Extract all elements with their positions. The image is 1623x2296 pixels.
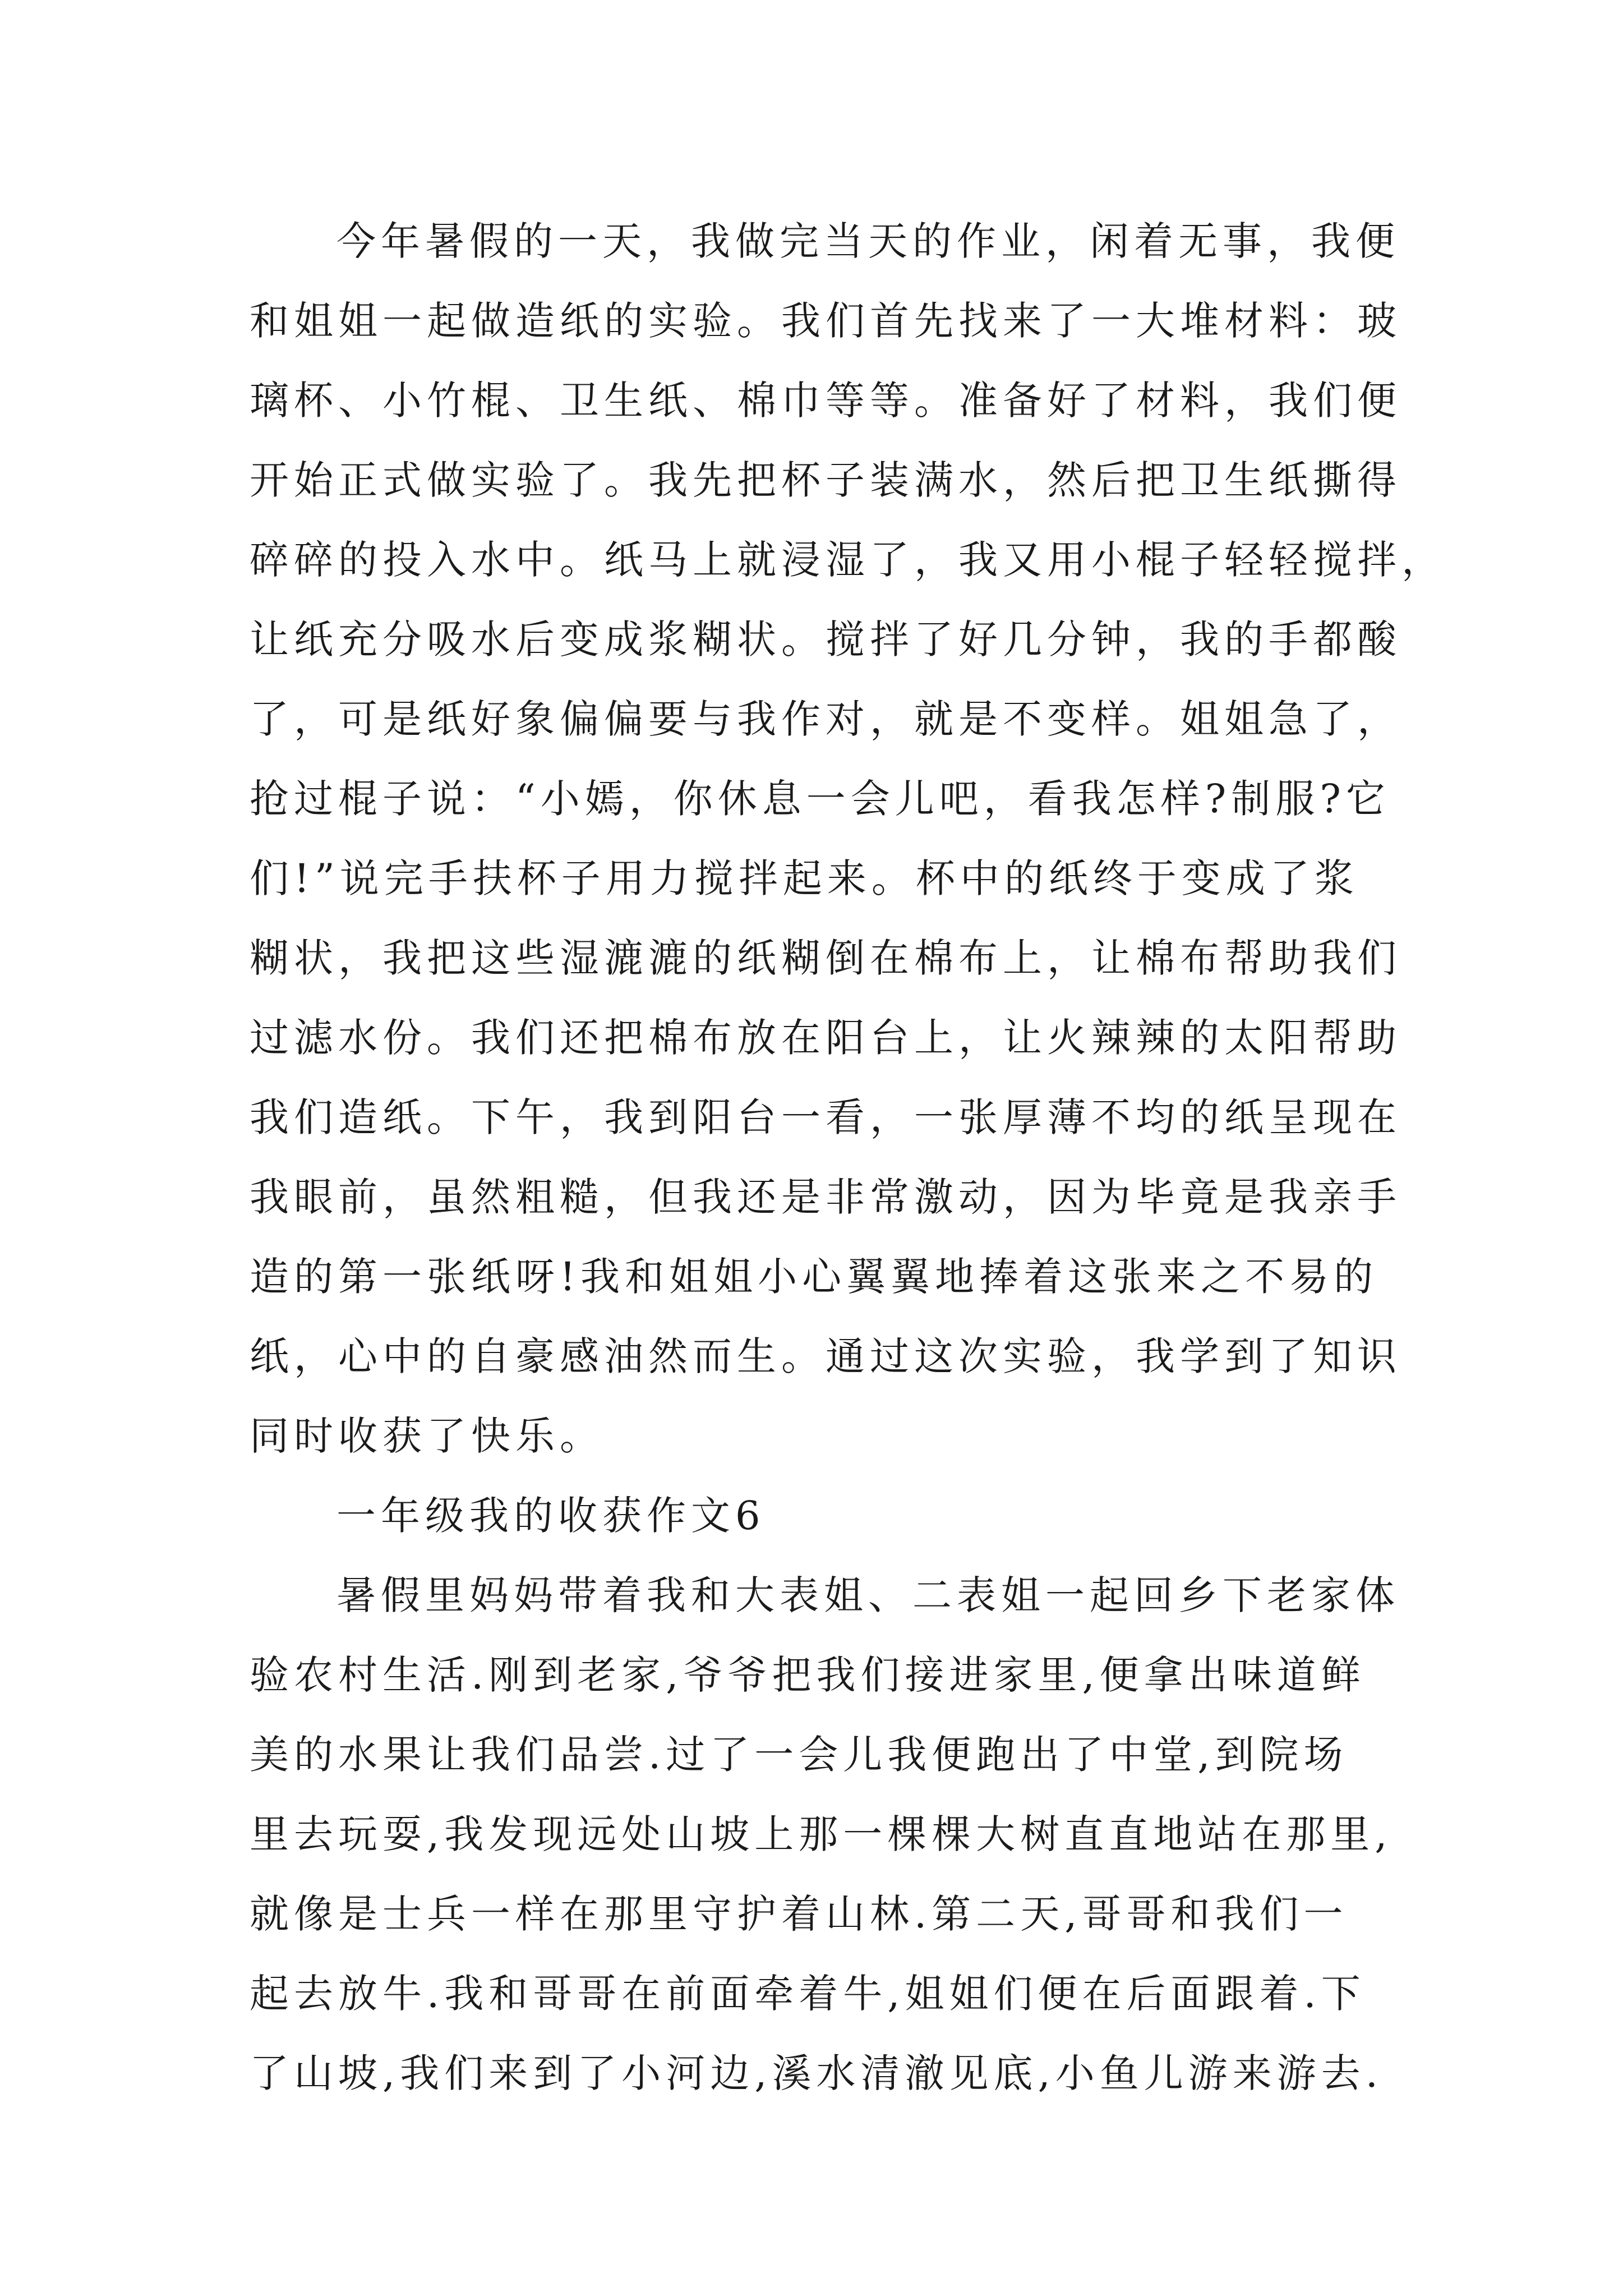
paragraph-1-line-12: 我们造纸。下午，我到阳台一看，一张厚薄不均的纸呈现在 <box>250 1094 1401 1140</box>
paragraph-1-line-9: 们!”说完手扶杯子用力搅拌起来。杯中的纸终于变成了浆 <box>250 855 1359 901</box>
paragraph-1-line-7: 了，可是纸好象偏偏要与我作对，就是不变样。姐姐急了， <box>250 696 1401 742</box>
paragraph-1-line-11: 过滤水份。我们还把棉布放在阳台上，让火辣辣的太阳帮助 <box>250 1015 1401 1061</box>
paragraph-2-line-6: 起去放牛.我和哥哥在前面牵着牛,姐姐们便在后面跟着.下 <box>250 1971 1366 2017</box>
paragraph-1-line-16: 同时收获了快乐。 <box>250 1413 604 1459</box>
paragraph-2-line-3: 美的水果让我们品尝.过了一会儿我便跑出了中堂,到院场 <box>250 1732 1348 1778</box>
paragraph-1-line-3: 璃杯、小竹棍、卫生纸、棉巾等等。准备好了材料，我们便 <box>250 378 1401 424</box>
paragraph-2-line-2: 验农村生活.刚到老家,爷爷把我们接进家里,便拿出味道鲜 <box>250 1652 1366 1698</box>
paragraph-1-line-5: 碎碎的投入水中。纸马上就浸湿了，我又用小棍子轻轻搅拌， <box>250 537 1446 583</box>
paragraph-1-line-10: 糊状，我把这些湿漉漉的纸糊倒在棉布上，让棉布帮助我们 <box>250 935 1401 981</box>
paragraph-2-line-7: 了山坡,我们来到了小河边,溪水清澈见底,小鱼儿游来游去. <box>250 2050 1384 2096</box>
paragraph-2-line-5: 就像是士兵一样在那里守护着山林.第二天,哥哥和我们一 <box>250 1891 1348 1937</box>
paragraph-1-line-4: 开始正式做实验了。我先把杯子装满水，然后把卫生纸撕得 <box>250 457 1401 503</box>
paragraph-1-line-6: 让纸充分吸水后变成浆糊状。搅拌了好几分钟，我的手都酸 <box>250 616 1401 662</box>
paragraph-1-line-14: 造的第一张纸呀!我和姐姐小心翼翼地捧着这张来之不易的 <box>250 1254 1378 1300</box>
section-heading: 一年级我的收获作文6 <box>336 1493 766 1539</box>
paragraph-1-line-1: 今年暑假的一天，我做完当天的作业，闲着无事，我便 <box>336 218 1400 264</box>
paragraph-1-line-2: 和姐姐一起做造纸的实验。我们首先找来了一大堆材料：玻 <box>250 298 1401 344</box>
paragraph-1-line-8: 抢过棍子说：“小嫣，你休息一会儿吧，看我怎样?制服?它 <box>250 776 1390 822</box>
paragraph-1-line-15: 纸，心中的自豪感油然而生。通过这次实验，我学到了知识 <box>250 1333 1401 1379</box>
paragraph-2-line-4: 里去玩耍,我发现远处山坡上那一棵棵大树直直地站在那里, <box>250 1811 1393 1857</box>
paragraph-1-line-13: 我眼前，虽然粗糙，但我还是非常激动，因为毕竟是我亲手 <box>250 1174 1401 1220</box>
paragraph-2-line-1: 暑假里妈妈带着我和大表姐、二表姐一起回乡下老家体 <box>336 1572 1400 1618</box>
